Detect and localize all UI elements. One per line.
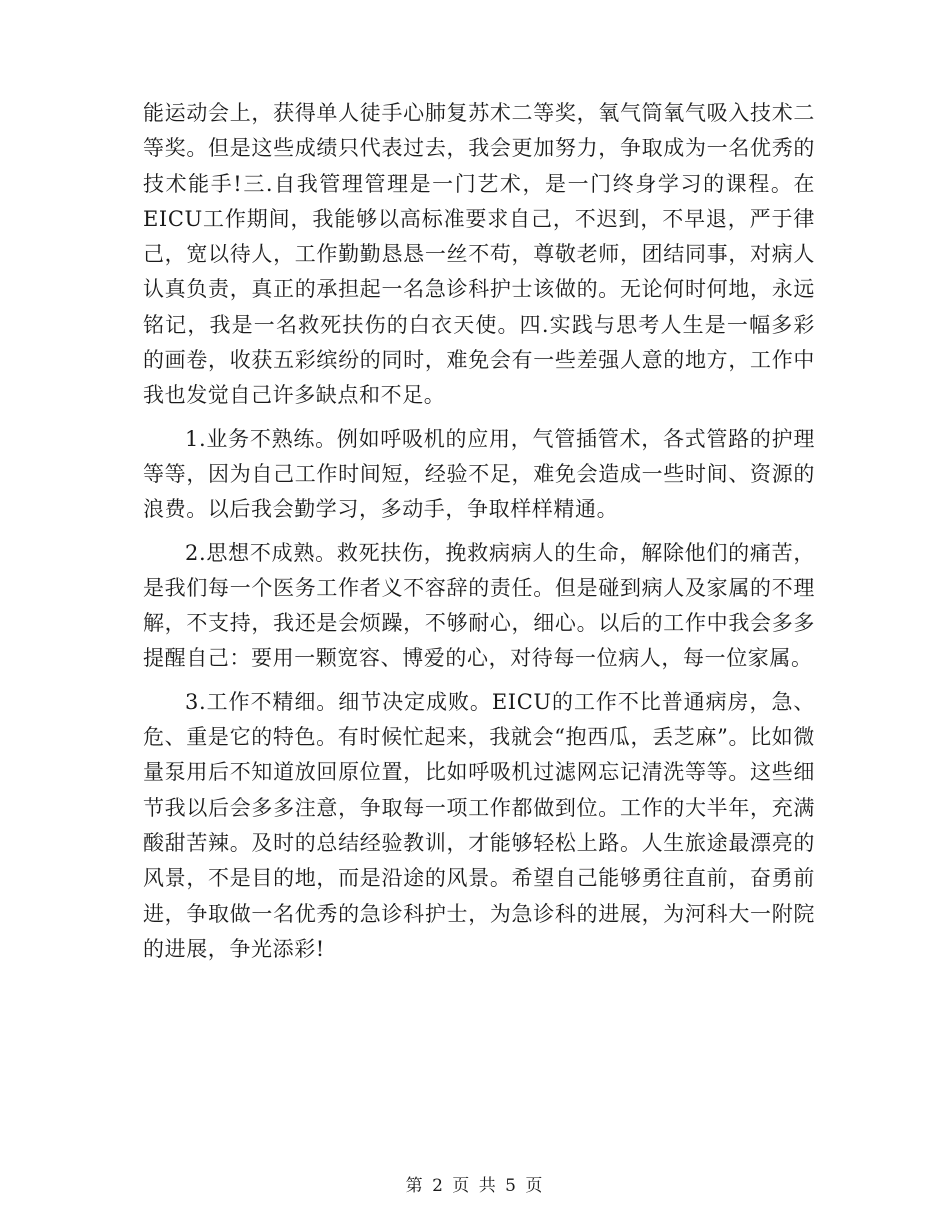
paragraph-item-3: 3.工作不精细。细节决定成败。EICU的工作不比普通病房，急、危、重是它的特色。有时候忙起来，我就会“抱西瓜，丢芝麻”。比如微量泵用后不知道放回原位置，比如呼吸机过滤网忘记清洗等等。这些细节我以后会多多注意，争取每一项工作都做到位。工作的大半年，充满酸甜苦辣。及时的总结经验教训，才能够轻松上路。人生旅途最漂亮的风景，不是目的地，而是沿途的风景。希望自己能够勇往直前，奋勇前进，争取做一名优秀的急诊科护士，为急诊科的进展，为河科大一附院的进展，争光添彩! (143, 689, 815, 961)
page-number-footer: 第 2 页 共 5 页 (405, 1176, 545, 1196)
document-body (143, 96, 815, 967)
paragraph-item-1: 1.业务不熟练。例如呼吸机的应用，气管插管术，各式管路的护理等等，因为自己工作时间短，经验不足，难免会造成一些时间、资源的浪费。以后我会勤学习，多动手，争取样样精通。 (143, 426, 815, 522)
paragraph-item-2: 2.思想不成熟。救死扶伤，挽救病病人的生命，解除他们的痛苦，是我们每一个医务工作者义不容辞的责任。但是碰到病人及家属的不理解，不支持，我还是会烦躁，不够耐心，细心。以后的工作中我会多多提醒自己：要用一颗宽容、博爱的心，对待每一位病人，每一位家属。 (143, 540, 815, 671)
paragraph-continuation: 能运动会上，获得单人徒手心肺复苏术二等奖，氧气筒氧气吸入技术二等奖。但是这些成绩只代表过去，我会更加努力，争取成为一名优秀的技术能手!三.自我管理管理是一门艺术，是一门终身学习的课程。在EICU工作期间，我能够以高标准要求自己，不迟到，不早退，严于律己，宽以待人，工作勤勤恳恳一丝不苟，尊敬老师，团结同事，对病人认真负责，真正的承担起一名急诊科护士该做的。无论何时何地，永远铭记，我是一名救死扶伤的白衣天使。四.实践与思考人生是一幅多彩的画卷，收获五彩缤纷的同时，难免会有一些差强人意的地方，工作中我也发觉自己许多缺点和不足。 (143, 101, 815, 408)
